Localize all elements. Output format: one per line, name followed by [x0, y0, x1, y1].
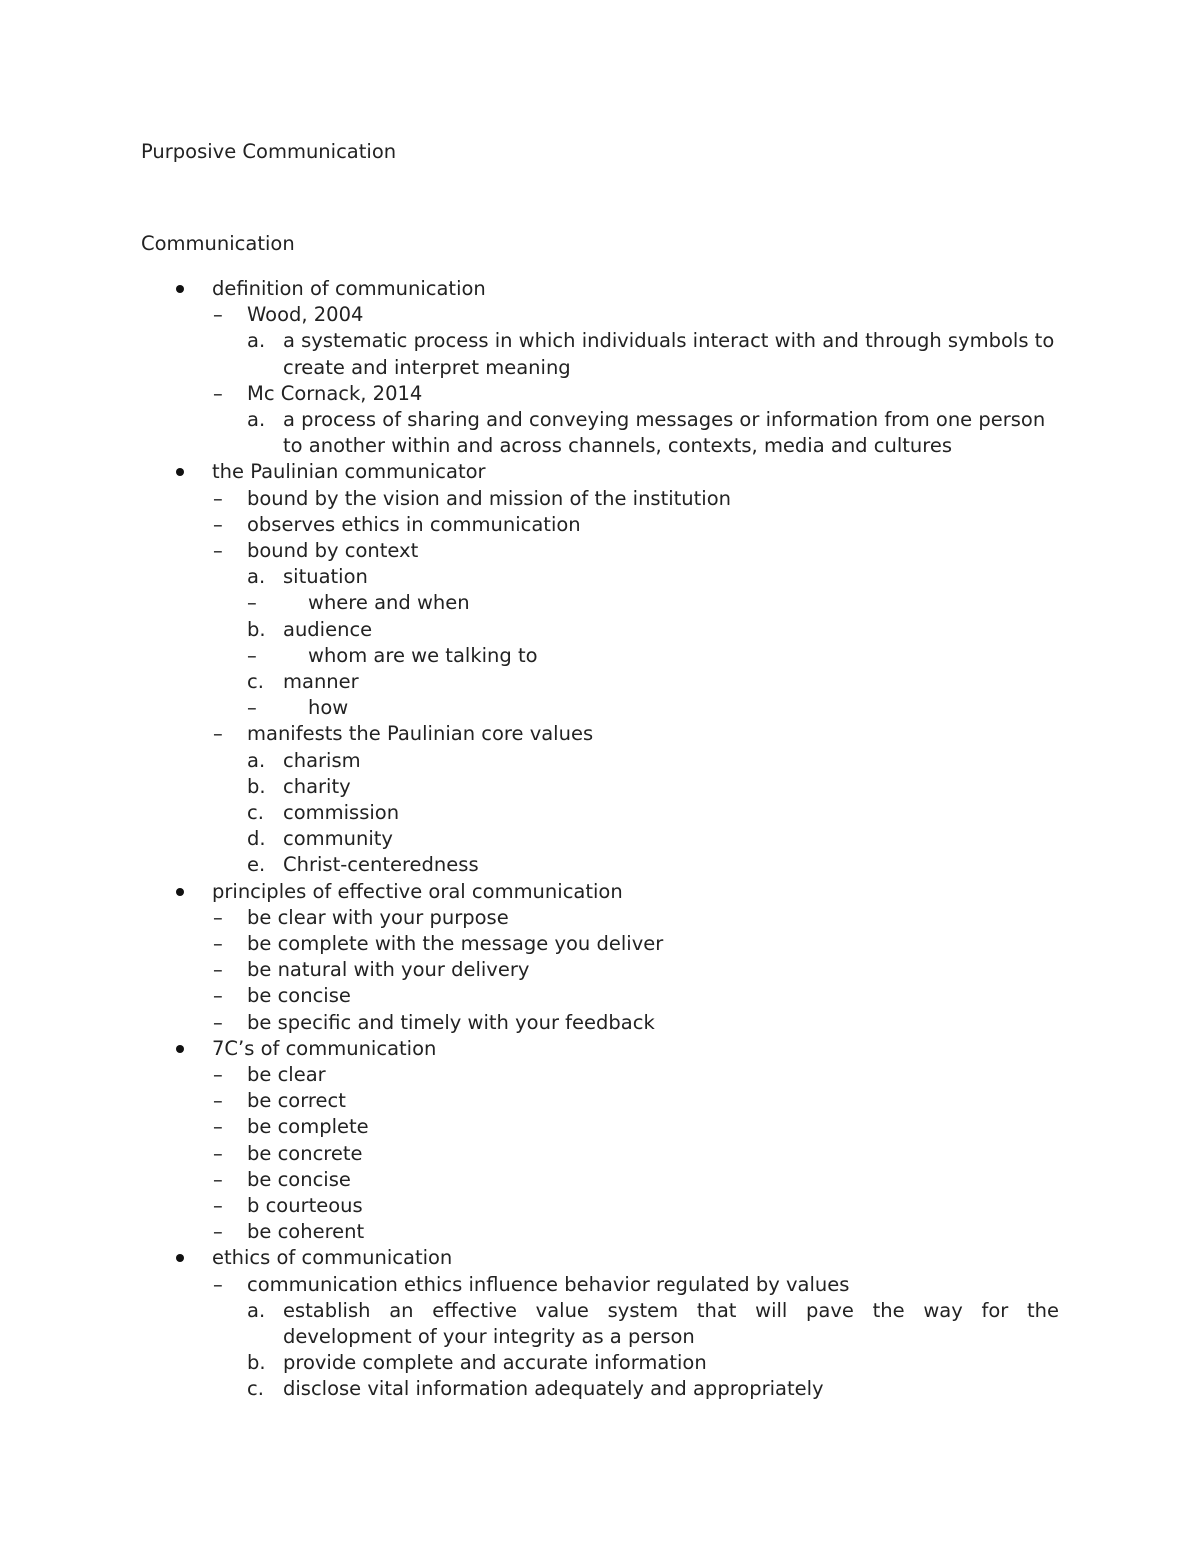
- dash-marker: –: [213, 932, 223, 955]
- sub-item-label: be natural with your delivery: [247, 958, 530, 981]
- bullet-icon: [176, 468, 184, 476]
- detail-text: audience: [283, 618, 373, 641]
- sub-item-label: be complete with the message you deliver: [247, 932, 664, 955]
- detail-text: a systematic process in which individuals interact with and through symbols to: [283, 329, 1055, 352]
- sub-item-label: bound by context: [247, 539, 419, 562]
- sub-item-label: Mc Cornack, 2014: [247, 382, 423, 405]
- document-title: Purposive Communication: [141, 140, 397, 163]
- dash-marker: –: [213, 1115, 223, 1138]
- detail-text: provide complete and accurate information: [283, 1351, 707, 1374]
- bullet-icon: [176, 285, 184, 293]
- list-marker: a.: [247, 749, 266, 772]
- dash-marker: –: [213, 1194, 223, 1217]
- section-label: ethics of communication: [212, 1246, 453, 1269]
- sub-item-label: be complete: [247, 1115, 369, 1138]
- sub-item-label: be clear: [247, 1063, 326, 1086]
- list-marker: b.: [247, 618, 266, 641]
- detail-text: establish an effective value system that will pave the way for the: [283, 1299, 1059, 1322]
- dash-marker: –: [213, 1220, 223, 1243]
- dash-marker: –: [247, 591, 257, 614]
- sub-item-label: be concise: [247, 1168, 351, 1191]
- sub-item-label: be clear with your purpose: [247, 906, 509, 929]
- section-label: definition of communication: [212, 277, 486, 300]
- list-marker: a.: [247, 565, 266, 588]
- bullet-icon: [176, 888, 184, 896]
- list-marker: a.: [247, 1299, 266, 1322]
- sub-item-label: be concrete: [247, 1142, 363, 1165]
- sub-item-label: b courteous: [247, 1194, 363, 1217]
- note-text: whom are we talking to: [308, 644, 538, 667]
- section-label: 7C’s of communication: [212, 1037, 437, 1060]
- detail-text: development of your integrity as a person: [283, 1325, 695, 1348]
- detail-text: Christ-centeredness: [283, 853, 479, 876]
- list-marker: b.: [247, 775, 266, 798]
- dash-marker: –: [213, 722, 223, 745]
- detail-text: to another within and across channels, contexts, media and cultures: [283, 434, 953, 457]
- list-marker: c.: [247, 670, 264, 693]
- dash-marker: –: [213, 1063, 223, 1086]
- list-marker: a.: [247, 408, 266, 431]
- sub-item-label: be coherent: [247, 1220, 365, 1243]
- dash-marker: –: [247, 644, 257, 667]
- detail-text: manner: [283, 670, 359, 693]
- sub-item-label: be concise: [247, 984, 351, 1007]
- detail-text: disclose vital information adequately and appropriately: [283, 1377, 824, 1400]
- sub-item-label: manifests the Paulinian core values: [247, 722, 594, 745]
- dash-marker: –: [213, 1142, 223, 1165]
- detail-text: a process of sharing and conveying messages or information from one person: [283, 408, 1046, 431]
- detail-text: charity: [283, 775, 351, 798]
- dash-marker: –: [213, 382, 223, 405]
- section-label: the Paulinian communicator: [212, 460, 486, 483]
- dash-marker: –: [213, 906, 223, 929]
- dash-marker: –: [213, 1168, 223, 1191]
- sub-item-label: be correct: [247, 1089, 346, 1112]
- list-marker: e.: [247, 853, 266, 876]
- sub-item-label: Wood, 2004: [247, 303, 364, 326]
- list-marker: a.: [247, 329, 266, 352]
- dash-marker: –: [213, 958, 223, 981]
- note-text: how: [308, 696, 349, 719]
- detail-text: situation: [283, 565, 368, 588]
- bullet-icon: [176, 1045, 184, 1053]
- bullet-icon: [176, 1254, 184, 1262]
- dash-marker: –: [213, 984, 223, 1007]
- detail-text: charism: [283, 749, 361, 772]
- dash-marker: –: [213, 1273, 223, 1296]
- list-marker: b.: [247, 1351, 266, 1374]
- dash-marker: –: [213, 513, 223, 536]
- detail-text: create and interpret meaning: [283, 356, 571, 379]
- dash-marker: –: [213, 303, 223, 326]
- detail-text: commission: [283, 801, 400, 824]
- sub-item-label: be specific and timely with your feedback: [247, 1011, 655, 1034]
- dash-marker: –: [247, 696, 257, 719]
- dash-marker: –: [213, 1089, 223, 1112]
- list-marker: d.: [247, 827, 266, 850]
- dash-marker: –: [213, 487, 223, 510]
- section-heading: Communication: [141, 232, 295, 255]
- section-label: principles of effective oral communication: [212, 880, 623, 903]
- dash-marker: –: [213, 539, 223, 562]
- list-marker: c.: [247, 1377, 264, 1400]
- sub-item-label: bound by the vision and mission of the institution: [247, 487, 732, 510]
- sub-item-label: communication ethics influence behavior regulated by values: [247, 1273, 850, 1296]
- sub-item-label: observes ethics in communication: [247, 513, 581, 536]
- dash-marker: –: [213, 1011, 223, 1034]
- detail-text: community: [283, 827, 393, 850]
- note-text: where and when: [308, 591, 470, 614]
- list-marker: c.: [247, 801, 264, 824]
